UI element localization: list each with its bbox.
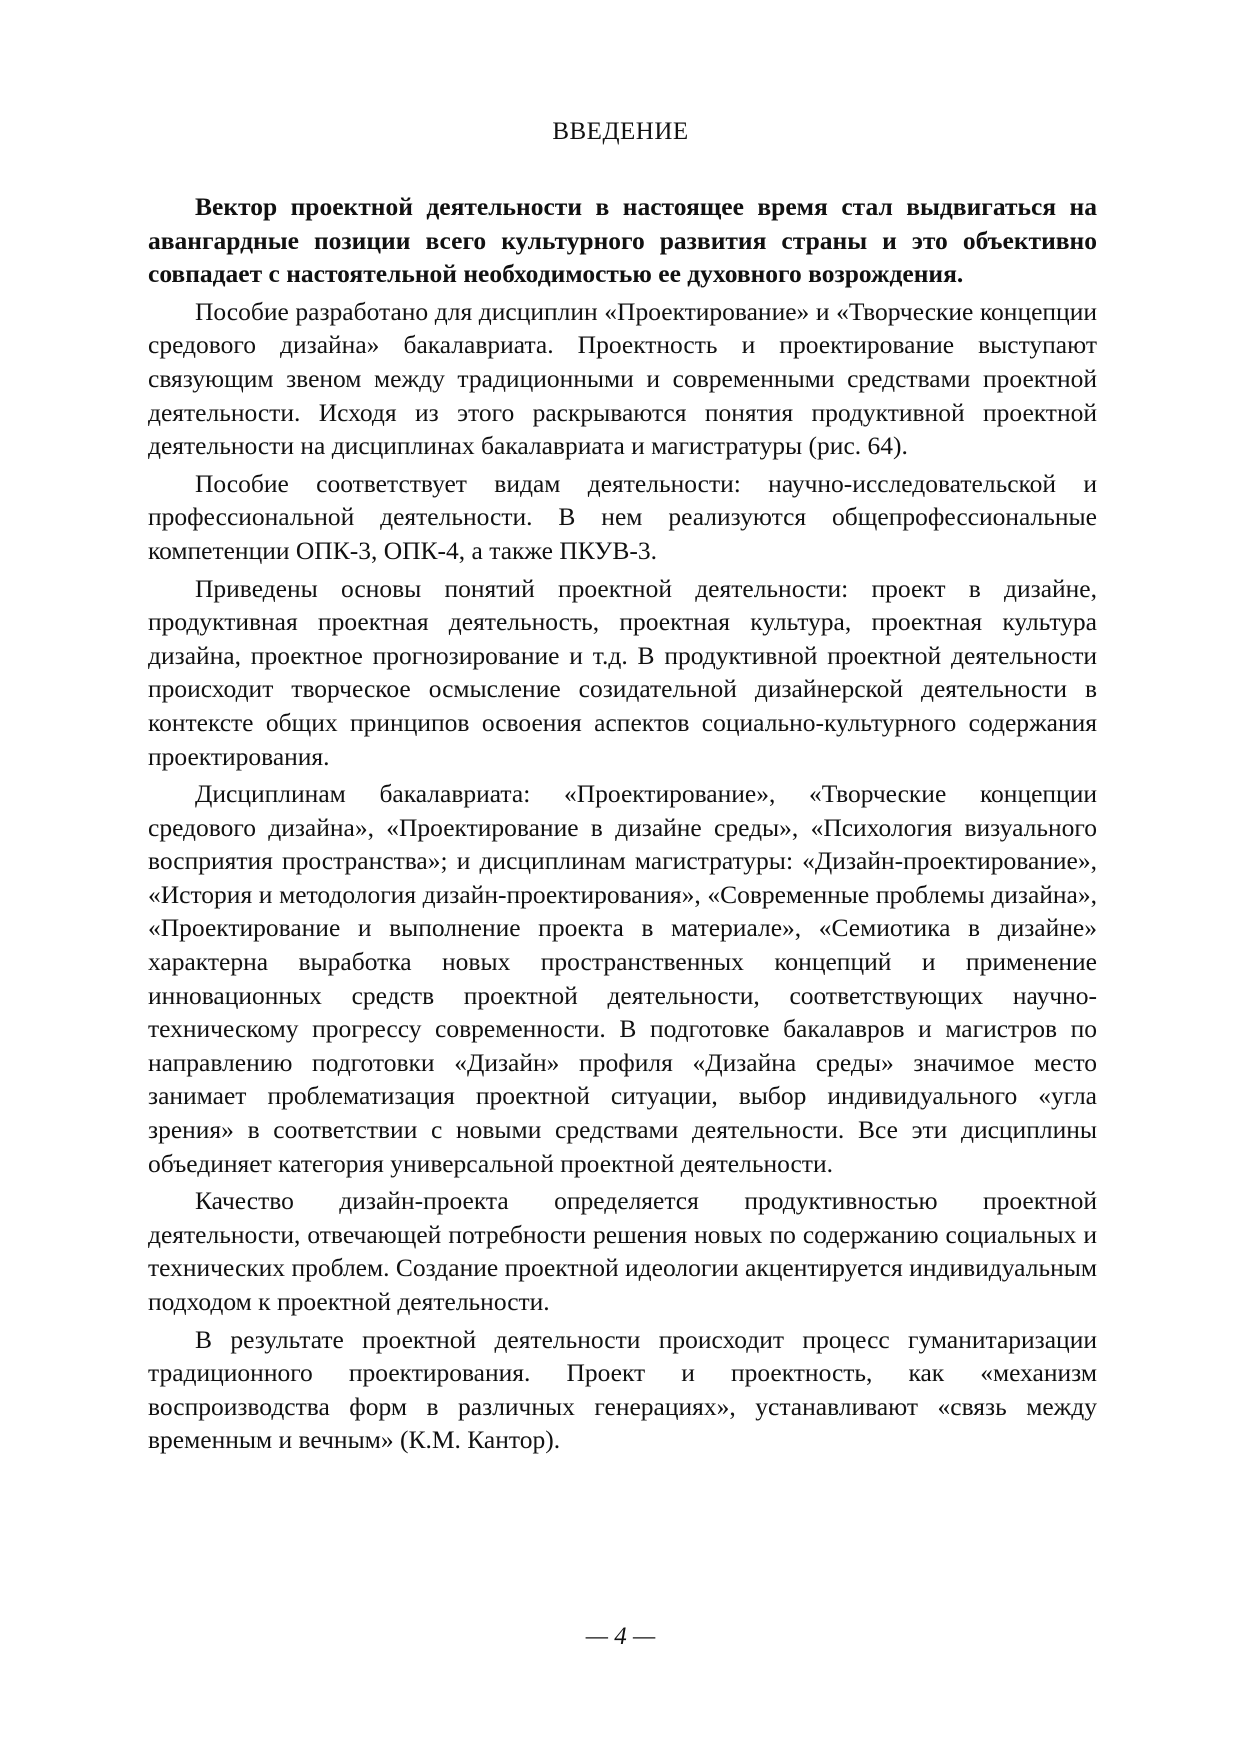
paragraph: Пособие соответствует видам деятельности: научно-исследовательской и профессиональной деятельности. В нем реализуются общепрофессиональные компетенции ОПК-3, ОПК-4, а также ПКУВ-3. xyxy=(148,468,1097,565)
paragraph: Качество дизайн-проекта определяется продуктивностью проектной деятельности, отвечающей потребности решения новых по содержанию социальных и технических проблем. Создание проектной идеологии акцентируется индивидуальным подходом к проектной деятельности. xyxy=(148,1186,1097,1316)
paragraph: Приведены основы понятий проектной деятельности: проект в дизайне, продуктивная проектная деятельность, проектная культура, проектная культура дизайна, проектное прогнозирование и т.д. В продуктивной проектной деятельности происходит творческое осмысление созидательной дизайнерской деятельности в контексте общих принципов освоения аспектов социально-культурного содержания проектирования. xyxy=(148,573,1097,771)
paragraph: Дисциплинам бакалавриата: «Проектирование», «Творческие концепции средового дизайна», «Проектирование в дизайне среды», «Психология визуального восприятия пространства»; и дисциплинам магистратуры: «Дизайн-проектирование», «История и методология дизайн-проектирования», «Современные проблемы дизайна», «Проектирование и выполнение проекта в материале», «Семиотика в дизайне» характерна выработка новых пространственных концепций и применение инновационных средств проектной деятельности, соответствующих научно-техническому прогрессу современности. В подготовке бакалавров и магистров по направлению подготовки «Дизайн» профиля «Дизайна среды» значимое место занимает проблематизация проектной ситуации, выбор индивидуального «угла зрения» в соответствии с новыми средствами деятельности. Все эти дисциплины объединяет категория универсальной проектной деятельности. xyxy=(148,779,1097,1178)
lead-paragraph: Вектор проектной деятельности в настоящее время стал выдвигаться на авангардные позиции всего культурного развития страны и это объективно совпадает с настоятельной необходимостью ее духовного возрождения. xyxy=(148,192,1097,289)
page-number: — 4 — xyxy=(585,1623,656,1650)
paragraph: Пособие разработано для дисциплин «Проектирование» и «Творческие концепции средового дизайна» бакалавриата. Проектность и проектирование выступают связующим звеном между традиционными и современными средствами проектной деятельности. Исходя из этого раскрываются понятия продуктивной проектной деятельности на дисциплинах бакалавриата и магистратуры (рис. 64). xyxy=(148,296,1097,461)
paragraph: В результате проектной деятельности происходит процесс гуманитаризации традиционного проектирования. Проект и проектность, как «механизм воспроизводства форм в различных генерациях», устанавливают «связь между временным и вечным» (К.М. Кантор). xyxy=(148,1324,1097,1455)
body-text xyxy=(148,190,1097,1461)
section-heading: ВВЕДЕНИЕ xyxy=(552,118,689,145)
